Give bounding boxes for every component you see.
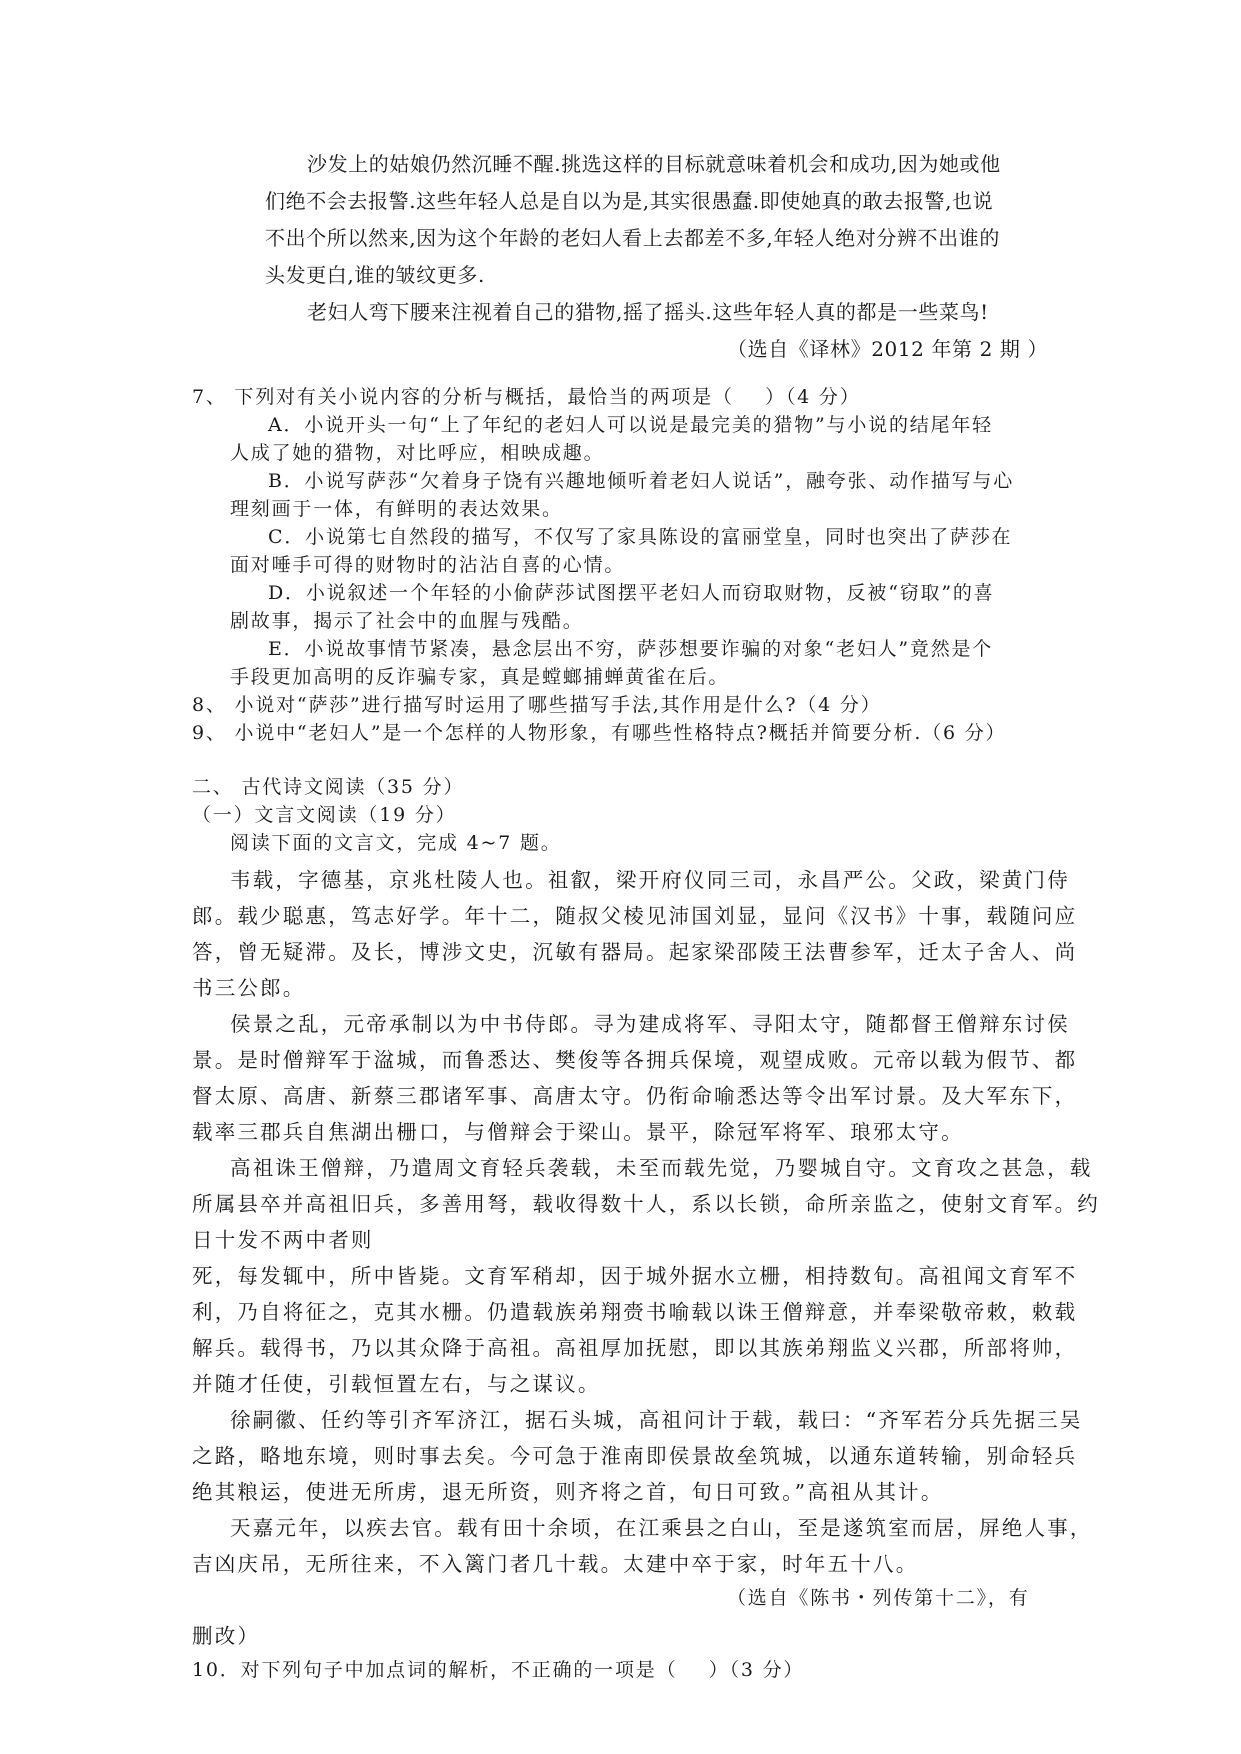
question-7-option: B．小说写萨莎“欠着身子饶有兴趣地倾听着老妇人说话”，融夸张、动作描写与心 (268, 470, 1014, 492)
passage-line: 日十发不两中者则 (192, 1228, 374, 1252)
question-7-option: 人成了她的猎物，对比呼应，相映成趣。 (230, 442, 605, 464)
story-line: 老妇人弯下腰来注视着自己的猎物,摇了摇头.这些年轻人真的都是一些菜鸟! (307, 300, 989, 324)
story-line: 不出个所以然来,因为这个年龄的老妇人看上去都差不多,年轻人绝对分辨不出谁的 (265, 226, 1000, 250)
question-8: 8、 小说对“萨莎”进行描写时运用了哪些描写手法,其作用是什么?（4 分） (192, 694, 882, 716)
question-7-stem: 7、 下列对有关小说内容的分析与概括，最恰当的两项是（ ）（4 分） (192, 386, 861, 408)
reading-instruction: 阅读下面的文言文，完成 4~7 题。 (230, 832, 562, 854)
passage-line: 利，乃自将征之，克其水栅。仍遣载族弟翔赍书喻载以诛王僧辩意，并奉梁敬帝敕，敕载 (192, 1300, 1078, 1324)
passage-line: 载率三郡兵自焦湖出栅口，与僧辩会于梁山。景平，除冠军将军、琅邪太守。 (192, 1120, 964, 1144)
question-9: 9、 小说中“老妇人”是一个怎样的人物形象，有哪些性格特点?概括并简要分析.（6 分） (192, 722, 1007, 744)
passage-line: 郎。载少聪惠，笃志好学。年十二，随叔父棱见沛国刘显，显问《汉书》十事，载随问应 (192, 904, 1078, 928)
story-line: 沙发上的姑娘仍然沉睡不醒.挑选这样的目标就意味着机会和成功,因为她或他 (307, 152, 1001, 176)
passage-line: 韦载，字德基，京兆杜陵人也。祖叡，梁开府仪同三司，永昌严公。父政，梁黄门侍 (230, 868, 1070, 892)
question-7-option: C．小说第七自然段的描写，不仅写了家具陈设的富丽堂皇，同时也突出了萨莎在 (268, 526, 1013, 548)
passage-line: 书三公郎。 (192, 976, 306, 1000)
passage-line: 死，每发辄中，所中皆毙。文育军稍却，因于城外据水立栅，相持数旬。高祖闻文育军不 (192, 1264, 1078, 1288)
passage-line: 侯景之乱，元帝承制以为中书侍郎。寻为建成将军、寻阳太守，随都督王僧辩东讨侯 (230, 1012, 1070, 1036)
question-7-option: 理刻画于一体，有鲜明的表达效果。 (230, 498, 563, 520)
passage-line: 高祖诛王僧辩，乃遣周文育轻兵袭载，未至而载先觉，乃婴城自守。文育攻之甚急，载 (230, 1156, 1093, 1180)
passage-line: 督太原、高唐、新蔡三郡诸军事、高唐太守。仍衔命喻悉达等令出军讨景。及大军东下， (192, 1084, 1078, 1108)
question-7-option: 手段更加高明的反诈骗专家，真是螳螂捕蝉黄雀在后。 (230, 666, 730, 688)
passage-line: 天嘉元年，以疾去官。载有田十余顷，在江乘县之白山，至是遂筑室而居，屏绝人事， (230, 1516, 1093, 1540)
passage-source-continued: 删改） (192, 1624, 261, 1648)
story-line: 们绝不会去报警.这些年轻人总是自以为是,其实很愚蠢.即使她真的敢去报警,也说 (265, 189, 994, 213)
story-source: （选自《译林》2012 年第 2 期 ） (727, 337, 1049, 361)
passage-line: 景。是时僧辩军于湓城，而鲁悉达、樊俊等各拥兵保境，观望成败。元帝以载为假节、都 (192, 1048, 1078, 1072)
passage-line: 解兵。载得书，乃以其众降于高祖。高祖厚加抚慰，即以其族弟翔监义兴郡，所部将帅， (192, 1336, 1078, 1360)
passage-line: 所属县卒并高祖旧兵，多善用弩，载收得数十人，系以长锁，命所亲监之，使射文育军。约 (192, 1192, 1100, 1216)
passage-line: 吉凶庆吊，无所往来，不入篱门者几十载。太建中卒于家，时年五十八。 (192, 1552, 919, 1576)
question-7-option: D．小说叙述一个年轻的小偷萨莎试图摆平老妇人而窃取财物，反被“窃取”的喜 (268, 582, 995, 604)
passage-line: 绝其粮运，使进无所虏，退无所资，则齐将之首，旬日可致。”高祖从其计。 (192, 1480, 944, 1504)
question-7-option: A．小说开头一句“上了年纪的老妇人可以说是最完美的猎物”与小说的结尾年轻 (268, 414, 993, 436)
question-7-option: 剧故事，揭示了社会中的血腥与残酷。 (230, 610, 584, 632)
passage-line: 徐嗣徽、任约等引齐军济江，据石头城，高祖问计于载，载曰：“齐军若分兵先据三吴 (230, 1408, 1083, 1432)
question-10: 10．对下列句子中加点词的解析，不正确的一项是（ ）（3 分） (192, 1659, 805, 1681)
passage-line: 并随才任使，引载恒置左右，与之谋议。 (192, 1372, 601, 1396)
question-7-option: 面对唾手可得的财物时的沾沾自喜的心情。 (230, 554, 626, 576)
subsection-heading: （一）文言文阅读（19 分） (192, 804, 457, 826)
passage-line: 答，曾无疑滞。及长，博涉文史，沉敏有器局。起家梁邵陵王法曹参军，迁太子舍人、尚 (192, 940, 1078, 964)
passage-source: （选自《陈书・列传第十二》，有 (727, 1587, 1030, 1609)
question-7-option: E．小说故事情节紧凑，悬念层出不穷，萨莎想要诈骗的对象“老妇人”竟然是个 (268, 638, 994, 660)
story-line: 头发更白,谁的皱纹更多. (265, 263, 485, 287)
passage-line: 之路，略地东境，则时事去矣。今可急于淮南即侯景故垒筑城，以通东道转输，别命轻兵 (192, 1444, 1078, 1468)
section-heading: 二、 古代诗文阅读（35 分） (192, 776, 465, 798)
